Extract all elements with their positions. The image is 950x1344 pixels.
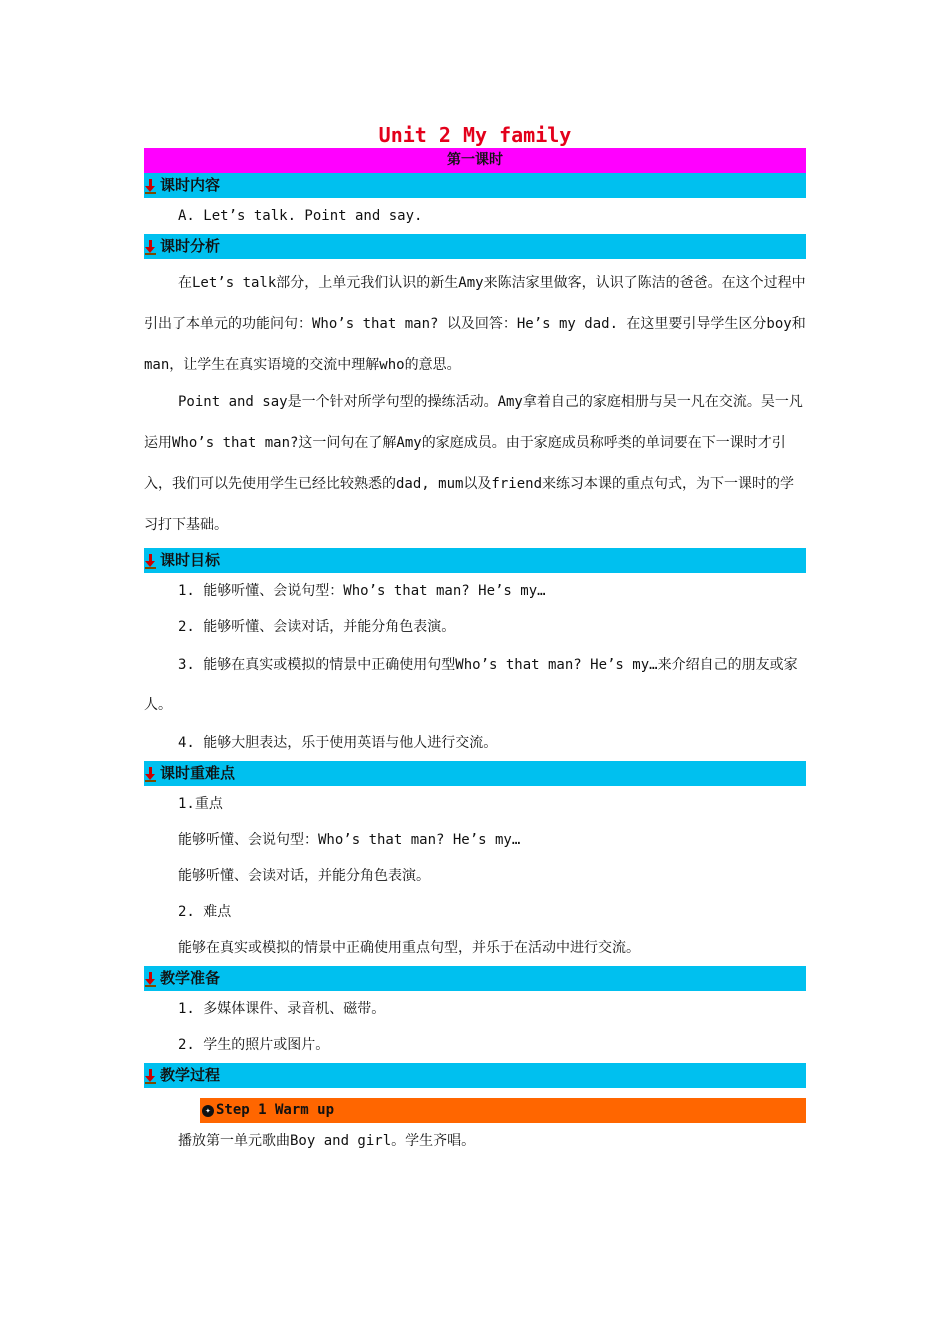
- step-label: Step 1 Warm up: [216, 1102, 335, 1118]
- keypoint-line: 能够听懂、会读对话，并能分角色表演。: [178, 868, 430, 884]
- document-title: Unit 2 My family: [378, 123, 572, 147]
- analysis-paragraph-2: Point and say是一个针对所学句型的操练活动。Amy拿着自己的家庭相册与吴一凡在交流。吴一凡运用Who’s that man?这一问句在了解Amy的家庭成员。由于家庭成员称呼类的单词要在下一课时才引入，我们可以先使用学生已经比较熟悉的dad, mum以及friend来练习本课的重点句式，为下一课时的学习打下基础。: [144, 394, 803, 533]
- section-heading: 教学过程: [160, 1066, 221, 1084]
- goal-item: 1. 能够听懂、会说句型：Who’s that man? He’s my…: [178, 583, 546, 599]
- section-heading: 课时分析: [160, 237, 221, 255]
- down-arrow-icon: [144, 766, 158, 782]
- section-analysis-header: [144, 234, 806, 259]
- down-arrow-icon: [144, 239, 158, 255]
- document-page: [144, 120, 806, 1159]
- content-line: A. Let’s talk. Point and say.: [178, 208, 423, 224]
- goal-item: 3. 能够在真实或模拟的情景中正确使用句型Who’s that man? He’s my…来介绍自己的朋友或家人。: [144, 657, 798, 713]
- section-heading: 教学准备: [160, 969, 221, 987]
- down-arrow-icon: [144, 178, 158, 194]
- lesson-header: 第一课时: [144, 148, 806, 173]
- section-goals-header: [144, 548, 806, 573]
- section-content-header: [144, 173, 806, 198]
- section-keypoints-header: [144, 761, 806, 786]
- section-process-header: [144, 1063, 806, 1088]
- down-arrow-icon: [144, 1068, 158, 1084]
- keypoint-line: 2. 难点: [178, 904, 232, 920]
- down-arrow-icon: [144, 553, 158, 569]
- section-heading: 课时内容: [160, 176, 221, 194]
- section-heading: 课时目标: [160, 551, 221, 569]
- goal-item: 4. 能够大胆表达，乐于使用英语与他人进行交流。: [178, 735, 498, 751]
- step-1-header: [200, 1098, 806, 1123]
- section-preparation-header: [144, 966, 806, 991]
- star-circle-icon: ✦: [202, 1105, 214, 1117]
- analysis-paragraph-1: 在Let’s talk部分，上单元我们认识的新生Amy来陈洁家里做客，认识了陈洁的爸爸。在这个过程中引出了本单元的功能问句：Who’s that man? 以及回答：He’s my dad. 在这里要引导学生区分boy和man，让学生在真实语境的交流中理解who的意思。: [144, 275, 806, 373]
- section-heading: 课时重难点: [160, 764, 236, 782]
- keypoint-line: 能够听懂、会说句型：Who’s that man? He’s my…: [178, 832, 521, 848]
- preparation-line: 1. 多媒体课件、录音机、磁带。: [178, 1001, 386, 1017]
- step-1-text: 播放第一单元歌曲Boy and girl。学生齐唱。: [178, 1133, 476, 1149]
- goal-item: 2. 能够听懂、会读对话，并能分角色表演。: [178, 619, 456, 635]
- keypoint-line: 能够在真实或模拟的情景中正确使用重点句型，并乐于在活动中进行交流。: [178, 940, 640, 956]
- preparation-line: 2. 学生的照片或图片。: [178, 1037, 330, 1053]
- keypoint-line: 1.重点: [178, 796, 223, 812]
- down-arrow-icon: [144, 971, 158, 987]
